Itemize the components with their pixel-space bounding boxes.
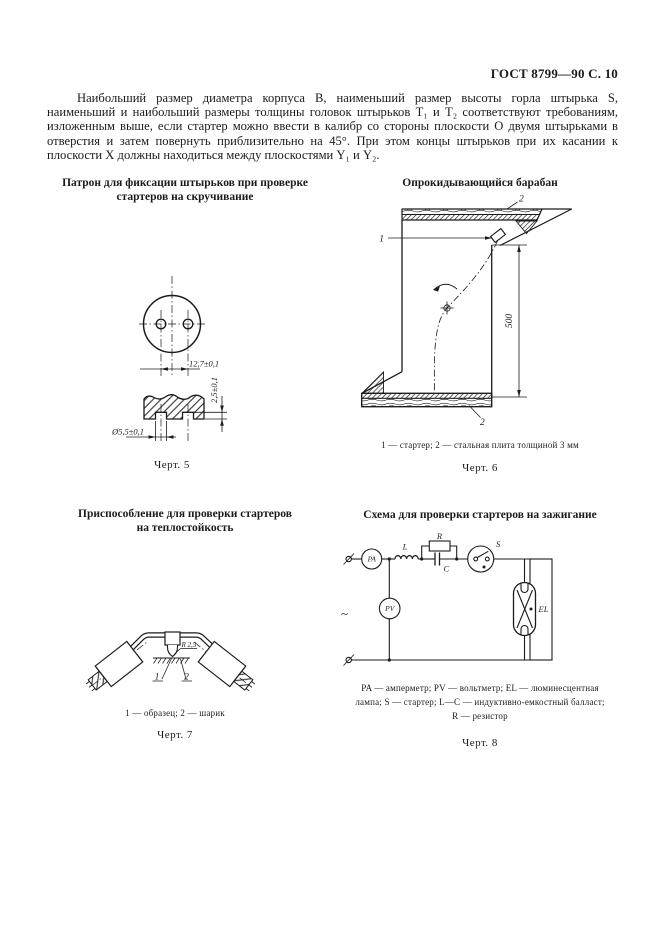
fig8-label-l: L xyxy=(402,541,408,552)
fig8-label-pv: PV xyxy=(385,604,395,613)
fig7-label-1: 1 xyxy=(154,672,160,683)
fig5-dim-label-thickness: 2,5±0,1 xyxy=(209,377,219,403)
fig8-caption: Черт. 8 xyxy=(462,737,498,749)
fig8-legend-line1: PA — амперметр; PV — вольтметр; EL — люминесцентная xyxy=(361,683,599,693)
fig7-title-line2: на теплостойкость xyxy=(136,521,234,534)
fig8-schematic xyxy=(340,533,570,673)
fig6-dim-label-500: 500 xyxy=(505,313,515,329)
fig6-title: Опрокидывающийся барабан xyxy=(402,177,558,189)
fig8-legend-line2: лампа; S — стартер; L—C — индуктивно-емкостный балласт; xyxy=(355,697,605,708)
fig7-holder xyxy=(165,632,180,657)
fig7-drawing xyxy=(90,600,320,712)
fig8-label-ac-source: ~ xyxy=(341,606,349,621)
fig5-dim-label-hole: Ø5,5±0,1 xyxy=(112,426,145,437)
fig8-label-s: S xyxy=(496,539,501,549)
fig8-legend-line3: R — резистор xyxy=(452,711,508,722)
fig7-right-clamp xyxy=(198,641,260,697)
fig6-label-1: 1 xyxy=(379,234,384,245)
fig8-label-c: C xyxy=(443,563,450,574)
fig7-title xyxy=(55,508,315,535)
page-header: ГОСТ 8799—90 С. 10 xyxy=(490,66,618,81)
fig6-drum-walls xyxy=(362,220,492,398)
fig5-title xyxy=(55,177,315,204)
fig5-title-line1: Патрон для фиксации штырьков при проверке xyxy=(62,177,308,189)
fig7-caption: Черт. 7 xyxy=(157,729,193,741)
fig7-legend: 1 — образец; 2 — шарик xyxy=(125,708,225,718)
fig7-left-clamp xyxy=(81,641,143,697)
fig8-legend xyxy=(332,681,628,724)
fig6-drawing xyxy=(350,192,582,432)
fig6-label-2-bottom: 2 xyxy=(480,418,485,428)
fig8-label-pa: PA xyxy=(367,554,376,564)
fig6-bottom-plate xyxy=(362,372,492,407)
fig5-cross-section xyxy=(144,395,204,419)
fig8-inductor xyxy=(395,556,418,559)
fig5-drawing xyxy=(90,272,252,452)
fig6-rotation-arrow xyxy=(434,284,458,291)
fig5-title-line2: стартеров на скручивание xyxy=(116,190,254,203)
body-paragraph: Наибольший размер диаметра корпуса В, наименьший размер высоты горла штырька S, наименьший и наибольший размеры толщины головок штырьков Т₁ и Т₂ соответствуют требованиям, изложенным выше, если стартер можно ввести в калибр со стороны плоскости О двумя штырьками в отверстия и затем повернуть приблизительно на 45°. При этом концы штырьков при их касании к плоскости X должны находиться между плоскостями Y₁ и Y₂. xyxy=(47,91,618,162)
fig6-top-plate xyxy=(402,209,572,246)
fig6-trajectory xyxy=(434,241,497,391)
fig8-title: Схема для проверки стартеров на зажигание xyxy=(363,509,597,521)
fig7-label-2: 2 xyxy=(184,672,189,683)
fig7-dim-label-radius: R 2,5 xyxy=(181,641,197,649)
fig8-starter-switch xyxy=(468,546,494,572)
fig7-title-line1: Приспособление для проверки стартеров xyxy=(78,508,292,520)
fig5-dim-label-spacing: 12,7±0,1 xyxy=(189,358,220,369)
fig6-starter xyxy=(491,229,506,243)
fig5-caption: Черт. 5 xyxy=(154,459,190,471)
fig8-capacitor xyxy=(435,553,440,566)
fig8-label-el: EL xyxy=(538,604,549,614)
fig6-legend: 1 — стартер; 2 — стальная плита толщиной 3 мм xyxy=(381,440,579,450)
fig6-label-2-top: 2 xyxy=(519,194,524,205)
fig6-caption: Черт. 6 xyxy=(462,462,498,474)
fig8-label-r: R xyxy=(436,531,443,541)
